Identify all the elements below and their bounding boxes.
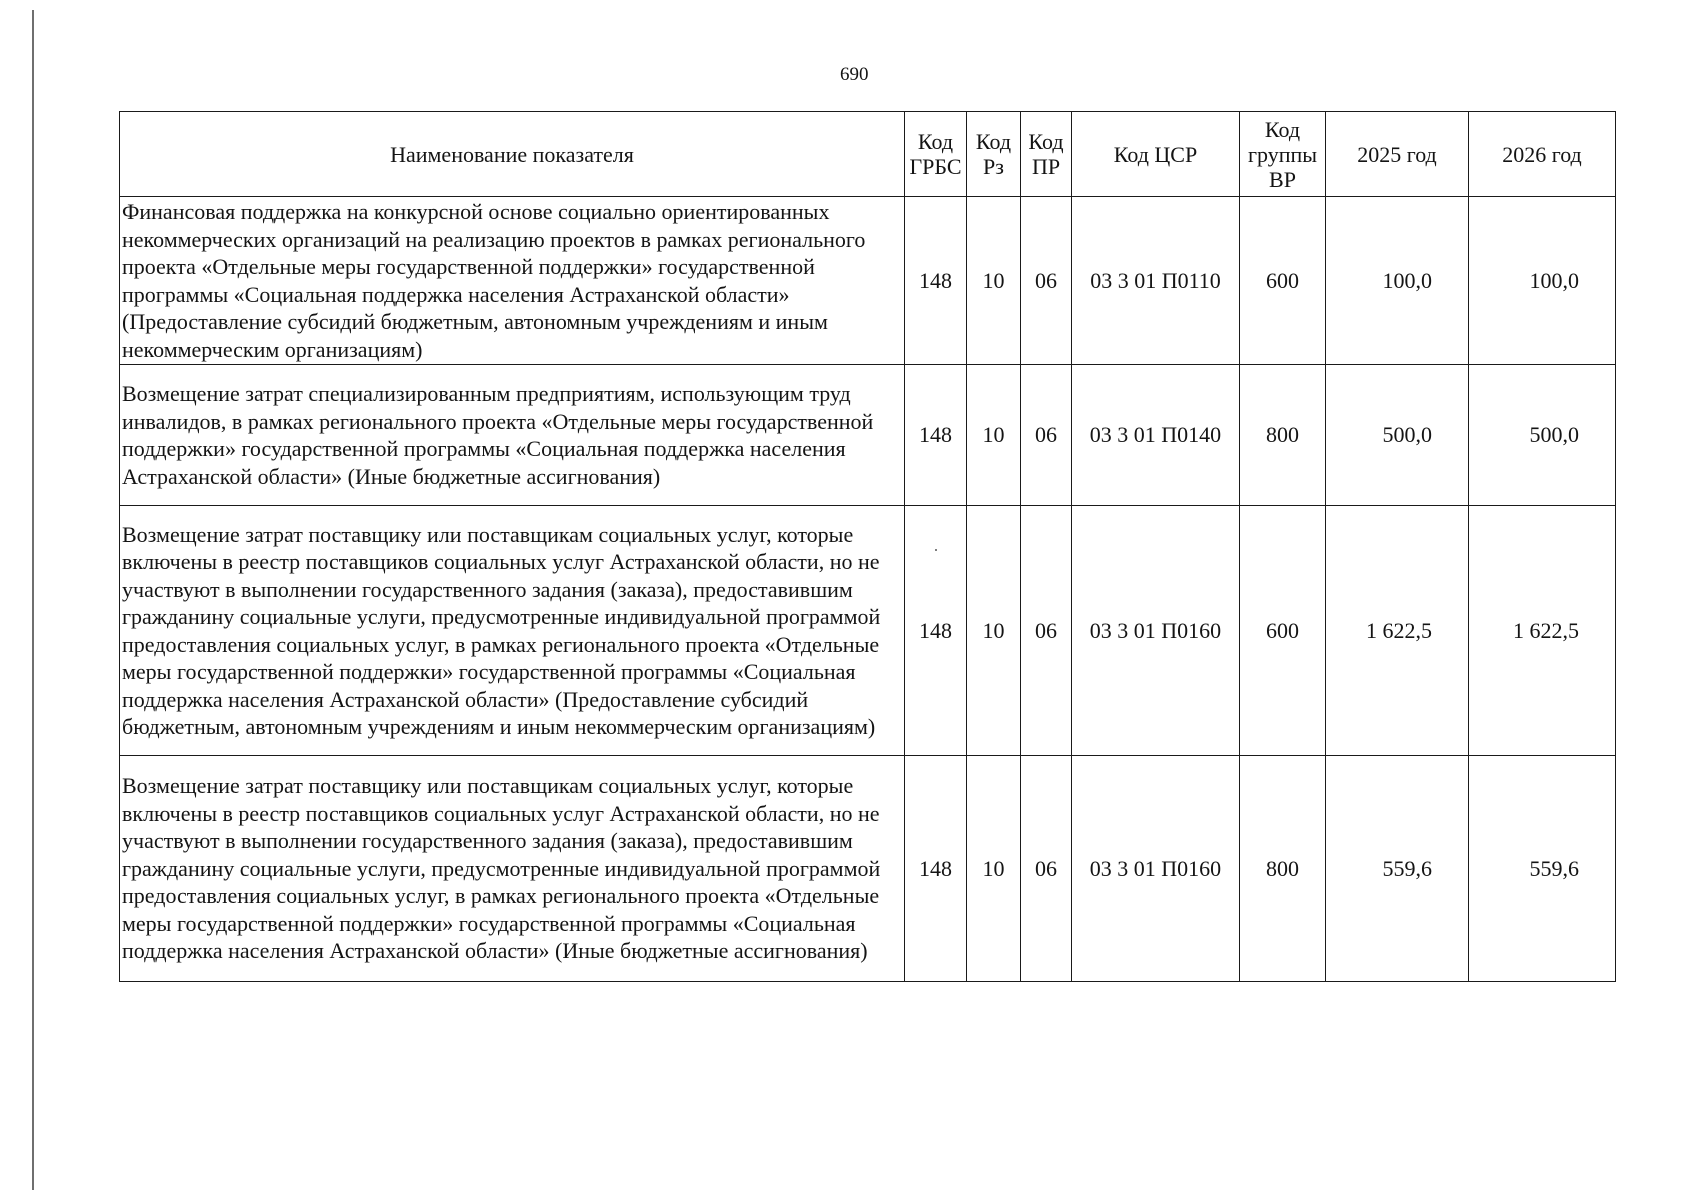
- row-amount-2026: 559,6: [1469, 756, 1616, 982]
- row-amount-2025: 559,6: [1326, 756, 1469, 982]
- row-name: Возмещение затрат специализированным предприятиям, использующим труд инвалидов, в рамках регионального проекта «Отдельные меры государственной поддержки» государственной программы «Социальная поддержка населения Астраханской области» (Иные бюджетные ассигнования): [120, 365, 905, 506]
- row-rz: 10: [967, 197, 1021, 365]
- row-pr: 06: [1021, 365, 1072, 506]
- header-csr: Код ЦСР: [1072, 112, 1240, 197]
- row-amount-2025: 500,0: [1326, 365, 1469, 506]
- row-grbs: 148: [905, 365, 967, 506]
- row-amount-2025: 1 622,5: [1326, 506, 1469, 756]
- row-vr: 800: [1240, 756, 1326, 982]
- row-name: Финансовая поддержка на конкурсной основе социально ориентированных некоммерческих организаций на реализацию проектов в рамках регионального проекта «Отдельные меры государственной поддержки» государственной программы «Социальная поддержка населения Астраханской области» (Предоставление субсидий бюджетным, автономным учреждениям и иным некоммерческим организациям): [120, 197, 905, 365]
- table-row: [120, 197, 1616, 365]
- page-number: 690: [840, 64, 869, 85]
- budget-table: [119, 111, 1616, 982]
- row-vr: 600: [1240, 197, 1326, 365]
- row-csr: 03 3 01 П0160: [1072, 506, 1240, 756]
- row-grbs: 148: [905, 756, 967, 982]
- row-grbs: 148: [905, 197, 967, 365]
- row-rz: 10: [967, 756, 1021, 982]
- header-2026: 2026 год: [1469, 112, 1616, 197]
- row-pr: 06: [1021, 197, 1072, 365]
- table-row: [120, 365, 1616, 506]
- row-vr: 800: [1240, 365, 1326, 506]
- row-csr: 03 3 01 П0140: [1072, 365, 1240, 506]
- binding-edge-line: [32, 10, 34, 1190]
- header-grbs: Код ГРБС: [905, 112, 967, 197]
- header-name: Наименование показателя: [120, 112, 905, 197]
- row-name: Возмещение затрат поставщику или поставщикам социальных услуг, которые включены в реестр поставщиков социальных услуг Астраханской области, но не участвуют в выполнении государственного задания (заказа), предоставившим гражданину социальные услуги, предусмотренные индивидуальной программой предоставления социальных услуг, в рамках регионального проекта «Отдельные меры государственной поддержки» государственной программы «Социальная поддержка населения Астраханской области» (Предоставление субсидий бюджетным, автономным учреждениям и иным некоммерческим организациям): [120, 506, 905, 756]
- header-pr: Код ПР: [1021, 112, 1072, 197]
- table-row: [120, 756, 1616, 982]
- header-vr: Код группы ВР: [1240, 112, 1326, 197]
- row-amount-2025: 100,0: [1326, 197, 1469, 365]
- row-rz: 10: [967, 506, 1021, 756]
- row-csr: 03 3 01 П0160: [1072, 756, 1240, 982]
- scan-speck: [935, 549, 937, 551]
- row-pr: 06: [1021, 756, 1072, 982]
- row-amount-2026: 500,0: [1469, 365, 1616, 506]
- header-rz: Код Рз: [967, 112, 1021, 197]
- row-vr: 600: [1240, 506, 1326, 756]
- row-rz: 10: [967, 365, 1021, 506]
- row-amount-2026: 100,0: [1469, 197, 1616, 365]
- row-pr: 06: [1021, 506, 1072, 756]
- table-row: [120, 506, 1616, 756]
- table-header-row: [120, 112, 1616, 197]
- row-name: Возмещение затрат поставщику или поставщикам социальных услуг, которые включены в реестр поставщиков социальных услуг Астраханской области, но не участвуют в выполнении государственного задания (заказа), предоставившим гражданину социальные услуги, предусмотренные индивидуальной программой предоставления социальных услуг, в рамках регионального проекта «Отдельные меры государственной поддержки» государственной программы «Социальная поддержка населения Астраханской области» (Иные бюджетные ассигнования): [120, 756, 905, 982]
- header-2025: 2025 год: [1326, 112, 1469, 197]
- row-csr: 03 3 01 П0110: [1072, 197, 1240, 365]
- row-grbs: 148: [905, 506, 967, 756]
- row-amount-2026: 1 622,5: [1469, 506, 1616, 756]
